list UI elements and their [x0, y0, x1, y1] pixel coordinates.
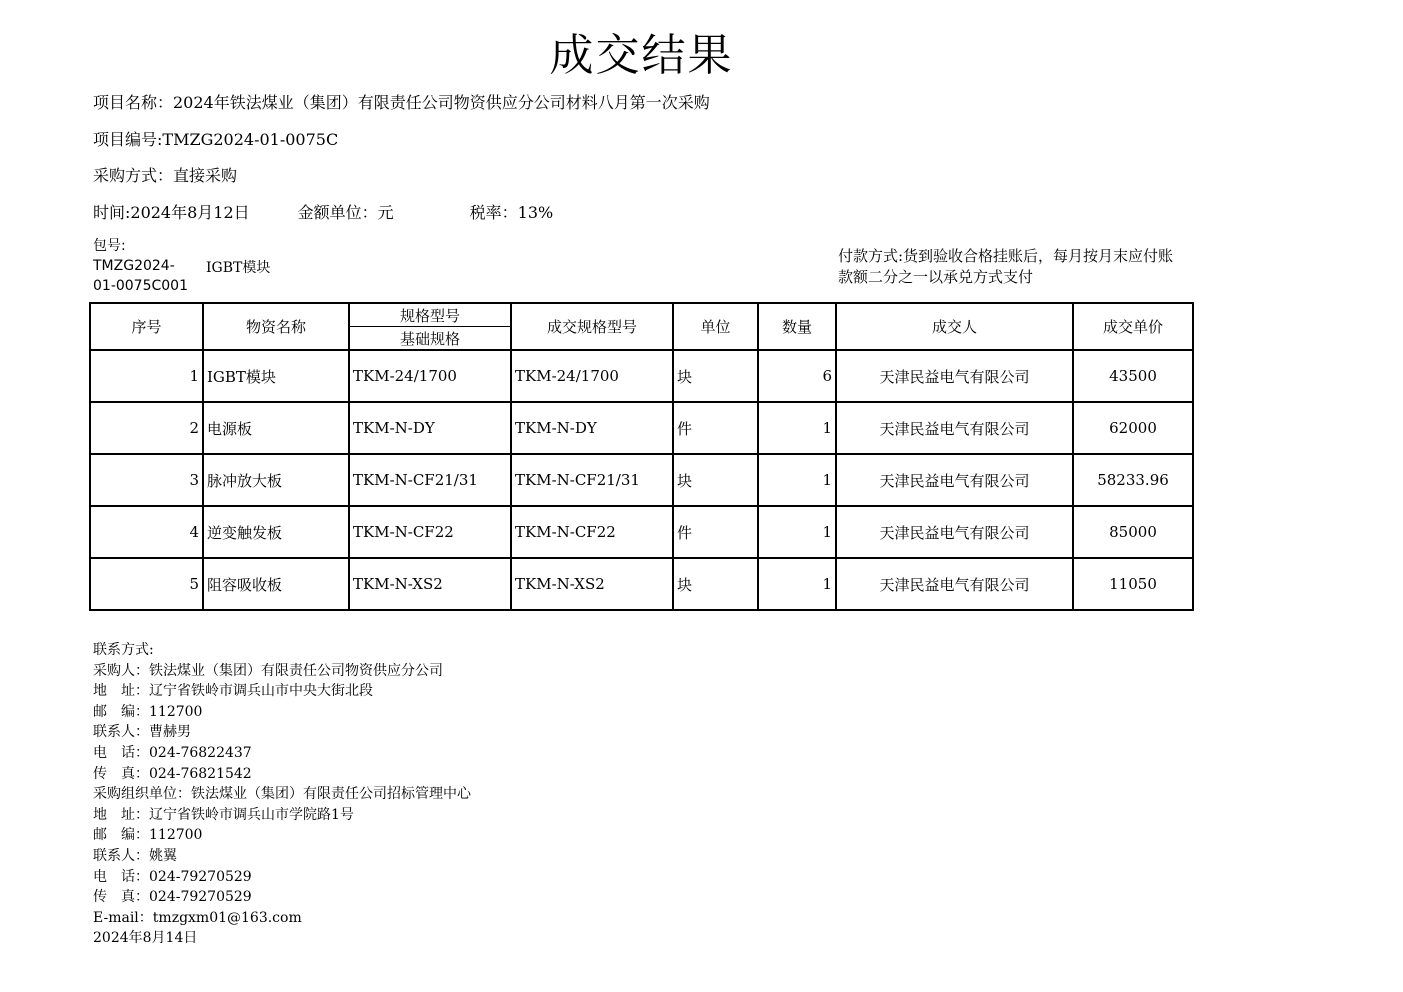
cell-material: IGBT模块	[203, 350, 349, 402]
table-row	[90, 506, 1193, 558]
buyer-address: 地 址：辽宁省铁岭市调兵山市中央大街北段	[93, 683, 373, 700]
project-code: 项目编号:TMZG2024-01-0075C	[93, 130, 339, 149]
award-table	[89, 302, 1194, 611]
procurement-method: 采购方式：直接采购	[93, 166, 238, 185]
cell-spec: TKM-N-XS2	[349, 558, 511, 610]
header-price: 成交单价	[1073, 303, 1193, 350]
table-row	[90, 454, 1193, 506]
cell-price: 85000	[1073, 506, 1193, 558]
cell-supplier: 天津民益电气有限公司	[836, 454, 1073, 506]
buyer-fax: 传 真：024-76821542	[93, 765, 252, 782]
cell-deal-spec: TKM-24/1700	[511, 350, 673, 402]
cell-seq: 3	[90, 454, 203, 506]
header-supplier: 成交人	[836, 303, 1073, 350]
agency: 采购组织单位：铁法煤业（集团）有限责任公司招标管理中心	[93, 786, 471, 803]
cell-seq: 5	[90, 558, 203, 610]
cell-price: 43500	[1073, 350, 1193, 402]
header-base-spec: 基础规格	[349, 327, 511, 351]
header-qty: 数量	[758, 303, 836, 350]
cell-supplier: 天津民益电气有限公司	[836, 506, 1073, 558]
package-label: 包号:	[93, 238, 126, 254]
cell-qty: 1	[758, 558, 836, 610]
cell-spec: TKM-N-DY	[349, 402, 511, 454]
cell-material: 电源板	[203, 402, 349, 454]
agency-address: 地 址：辽宁省铁岭市调兵山市学院路1号	[93, 806, 354, 823]
cell-spec: TKM-N-CF21/31	[349, 454, 511, 506]
buyer-phone: 电 话：024-76822437	[93, 744, 252, 761]
cell-unit: 块	[673, 558, 758, 610]
project-name: 项目名称：2024年铁法煤业（集团）有限责任公司物资供应分公司材料八月第一次采购	[93, 93, 710, 112]
header-material: 物资名称	[203, 303, 349, 350]
agency-fax: 传 真：024-79270529	[93, 889, 252, 906]
payment-terms: 付款方式:货到验收合格挂账后，每月按月末应付账款额二分之一以承兑方式支付	[838, 247, 1174, 286]
cell-supplier: 天津民益电气有限公司	[836, 402, 1073, 454]
cell-supplier: 天津民益电气有限公司	[836, 558, 1073, 610]
award-time: 时间:2024年8月12日	[93, 203, 250, 222]
agency-phone: 电 话：024-79270529	[93, 868, 252, 885]
info-line	[93, 202, 553, 224]
cell-qty: 6	[758, 350, 836, 402]
cell-deal-spec: TKM-N-XS2	[511, 558, 673, 610]
cell-unit: 件	[673, 506, 758, 558]
cell-qty: 1	[758, 402, 836, 454]
agency-person: 联系人：姚翼	[93, 847, 177, 864]
cell-seq: 2	[90, 402, 203, 454]
cell-deal-spec: TKM-N-CF21/31	[511, 454, 673, 506]
page-title: 成交结果	[549, 30, 734, 81]
cell-supplier: 天津民益电气有限公司	[836, 350, 1073, 402]
email-link[interactable]: E-mail：tmzgxm01@163.com	[93, 909, 302, 926]
cell-material: 阻容吸收板	[203, 558, 349, 610]
cell-deal-spec: TKM-N-DY	[511, 402, 673, 454]
header-deal-spec: 成交规格型号	[511, 303, 673, 350]
buyer: 采购人：铁法煤业（集团）有限责任公司物资供应分公司	[93, 662, 443, 679]
cell-unit: 块	[673, 350, 758, 402]
table-row	[90, 402, 1193, 454]
package-code	[93, 236, 188, 296]
header-seq: 序号	[90, 303, 203, 350]
table-row	[90, 350, 1193, 402]
agency-zip: 邮 编：112700	[93, 827, 203, 844]
amount-unit: 金额单位：元	[297, 203, 394, 222]
cell-seq: 4	[90, 506, 203, 558]
header-spec: 规格型号	[349, 303, 511, 327]
cell-unit: 件	[673, 402, 758, 454]
contact-heading: 联系方式:	[93, 642, 154, 658]
cell-unit: 块	[673, 454, 758, 506]
buyer-person: 联系人：曹赫男	[93, 724, 191, 741]
cell-price: 11050	[1073, 558, 1193, 610]
buyer-zip: 邮 编：112700	[93, 703, 203, 720]
cell-spec: TKM-24/1700	[349, 350, 511, 402]
notice-date: 2024年8月14日	[93, 930, 198, 947]
tax-rate: 税率：13%	[469, 203, 554, 222]
cell-qty: 1	[758, 506, 836, 558]
cell-material: 逆变触发板	[203, 506, 349, 558]
header-unit: 单位	[673, 303, 758, 350]
table-row	[90, 558, 1193, 610]
cell-seq: 1	[90, 350, 203, 402]
package-name: IGBT模块	[206, 260, 271, 276]
cell-price: 62000	[1073, 402, 1193, 454]
cell-material: 脉冲放大板	[203, 454, 349, 506]
contact-block	[93, 640, 471, 949]
cell-deal-spec: TKM-N-CF22	[511, 506, 673, 558]
cell-spec: TKM-N-CF22	[349, 506, 511, 558]
cell-qty: 1	[758, 454, 836, 506]
package-code-line2: 01-0075C001	[93, 278, 188, 294]
package-code-line1: TMZG2024-	[93, 258, 175, 274]
cell-price: 58233.96	[1073, 454, 1193, 506]
